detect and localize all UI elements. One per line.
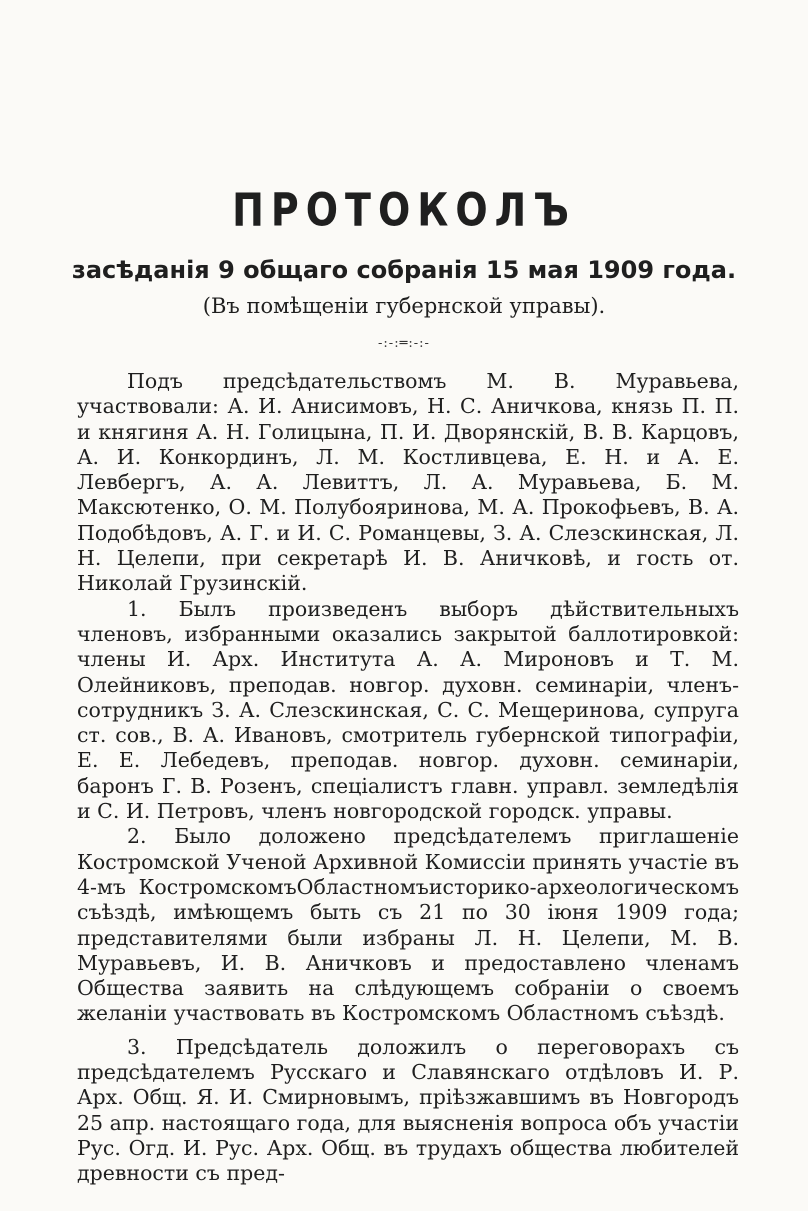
- page-title: ПРОТОКОЛЪ: [232, 183, 576, 237]
- location-note: (Въ помѣщеніи губернской управы).: [202, 294, 606, 318]
- item-1-paragraph: 1. Былъ произведенъ выборъ дѣйствительныхъ членовъ, избранными оказались закрытой баллотировкой: члены И. Арх. Института А. А. Мироновъ и Т. М. Олейниковъ, преподав. новгор. духовн. семинаріи, членъ-сотрудникъ З. А. Слезскинская, С. С. Мещеринова, супруга ст. сов., В. А. Ивановъ, смотритель губернской типографіи, Е. Е. Лебедевъ, преподав. новгор. духовн. семинаріи, баронъ Г. В. Розенъ, спеціалистъ главн. управл. земледѣлія и С. И. Петровъ, членъ новгородской городск. управы.: [77, 596, 739, 824]
- attendees-paragraph: Подъ предсѣдательствомъ М. В. Муравьева, участвовали: А. И. Анисимовъ, Н. С. Аничкова, князь П. П. и княгиня А. Н. Голицына, П. И. Дворянскій, В. В. Карцовъ, А. И. Конкординъ, Л. М. Костливцева, Е. Н. и А. Е. Левбергъ, А. А. Левиттъ, Л. А. Муравьева, Б. М. Максютенко, О. М. Полубояринова, М. А. Прокофьевъ, В. А. Подобѣдовъ, А. Г. и И. С. Романцевы, З. А. Слезскинская, Л. Н. Целепи, при секретарѣ И. В. Аничковѣ, и гость от. Николай Грузинскій.: [77, 369, 739, 596]
- session-subtitle: засѣданія 9 общаго собранія 15 мая 1909 года.: [71, 256, 737, 284]
- protocol-body: [77, 369, 739, 1187]
- ornament-divider: -:-:═:-:-: [378, 336, 430, 351]
- item-3-paragraph: 3. Предсѣдатель доложилъ о переговорахъ съ предсѣдателемъ Русскаго и Славянскаго отдѣловъ И. Р. Арх. Общ. Я. И. Смирновымъ, пріѣзжавшимъ въ Новгородъ 25 апр. настоящаго года, для выясненія вопроса объ участіи Рус. Огд. И. Рус. Арх. Общ. въ трудахъ общества любителей древности съ пред-: [77, 1034, 739, 1186]
- item-2-paragraph: 2. Было доложено предсѣдателемъ приглашеніе Костромской Ученой Архивной Комиссіи принять участіе въ 4-мъ КостромскомъОбластномъисторико-археологическомъ съѣздѣ, имѣющемъ быть съ 21 по 30 іюня 1909 года; представителями были избраны Л. Н. Целепи, М. В. Муравьевъ, И. В. Аничковъ и предоставлено членамъ Общества заявить на слѣдующемъ собраніи о своемъ желаніи участвовать въ Костромскомъ Областномъ съѣздѣ.: [77, 824, 739, 1026]
